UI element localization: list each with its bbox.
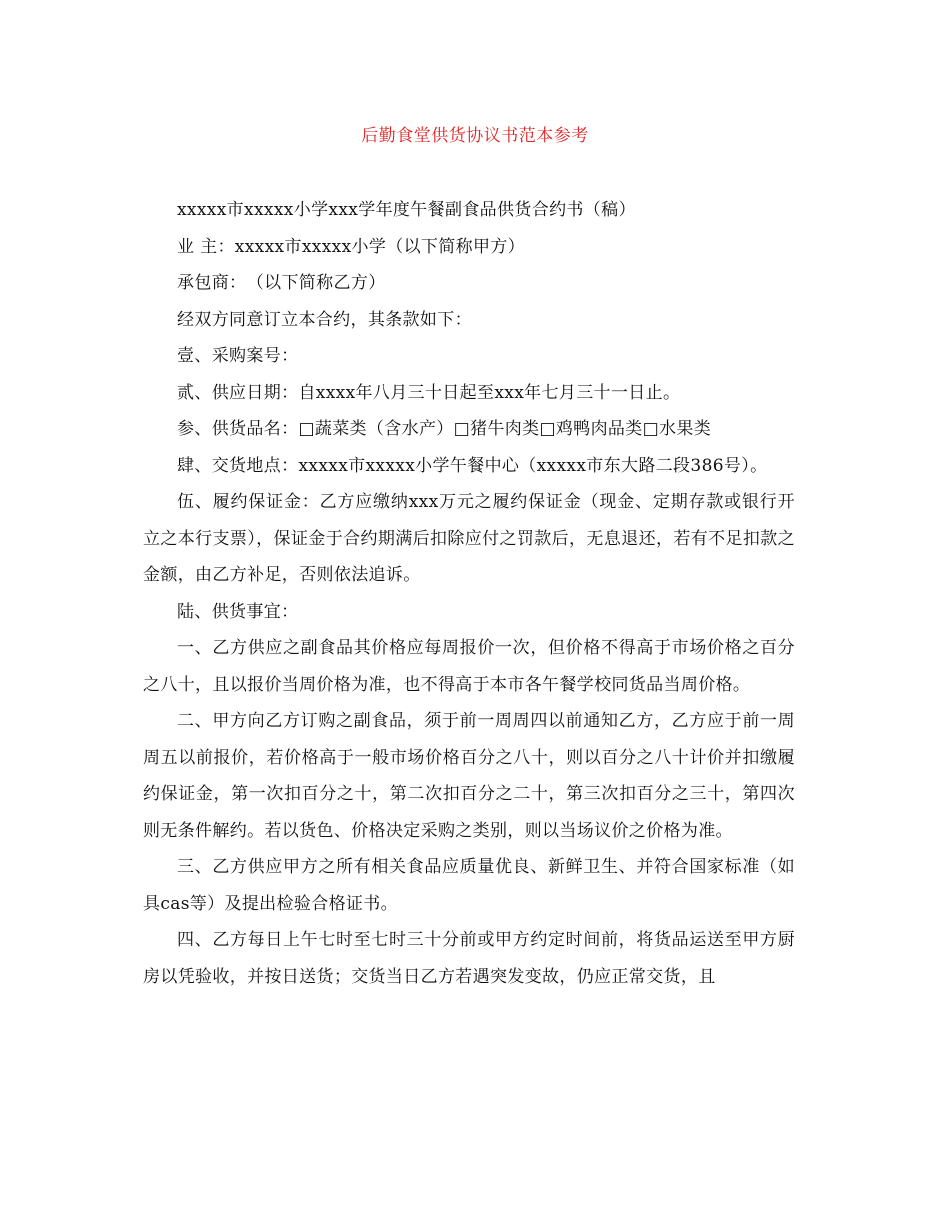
paragraph-owner: 业 主：xxxxx市xxxxx小学（以下简称甲方） [177,236,526,257]
document-title: 后勤食堂供货协议书范本参考 [361,126,589,146]
paragraph-deposit: 伍、履约保证金：乙方应缴纳xxx万元之履约保证金（现金、定期存款或银行开立之本行支票），保证金于合约期满后扣除应付之罚款后，无息退还，若有不足扣款之金额，由乙方补足，否则依法追诉。 [143,492,795,585]
paragraph-case-number: 壹、采购案号： [177,346,299,366]
paragraph-delivery-location: 肆、交货地点：xxxxx市xxxxx小学午餐中心（xxxxx市东大路二段386号）。 [177,455,768,476]
paragraph-contract-heading: xxxxx市xxxxx小学xxx学年度午餐副食品供货合约书（稿） [177,200,636,220]
paragraph-item-1: 一、乙方供应之副食品其价格应每周报价一次，但价格不得高于市场价格之百分之八十，且以报价当周价格为准，也不得高于本市各午餐学校同货品当周价格。 [143,638,795,695]
paragraph-supply-date: 贰、供应日期：自xxxx年八月三十日起至xxx年七月三十一日止。 [177,382,681,403]
paragraph-goods: 参、供货品名：□蔬菜类（含水产）□猪牛肉类□鸡鸭肉品类□水果类 [177,419,712,439]
paragraph-item-4: 四、乙方每日上午七时至七时三十分前或甲方约定时间前，将货品运送至甲方厨房以凭验收，并按日送货；交货当日乙方若遇突发变故，仍应正常交货，且 [143,930,795,987]
paragraph-item-2: 二、甲方向乙方订购之副食品，须于前一周周四以前通知乙方，乙方应于前一周周五以前报价，若价格高于一般市场价格百分之八十，则以百分之八十计价并扣缴履约保证金，第一次扣百分之十，第二次扣百分之二十，第三次扣百分之三十，第四次则无条件解约。若以货色、价格决定采购之类别，则以当场议价之价格为准。 [143,711,795,841]
document-body [143,192,795,995]
paragraph-agreement: 经双方同意订立本合约，其条款如下： [177,309,472,330]
paragraph-supply-matters: 陆、供货事宜： [177,601,299,622]
paragraph-contractor: 承包商： （以下简称乙方） [177,273,386,293]
paragraph-item-3: 三、乙方供应甲方之所有相关食品应质量优良、新鲜卫生、并符合国家标准（如具cas等）及提出检验合格证书。 [143,857,795,914]
